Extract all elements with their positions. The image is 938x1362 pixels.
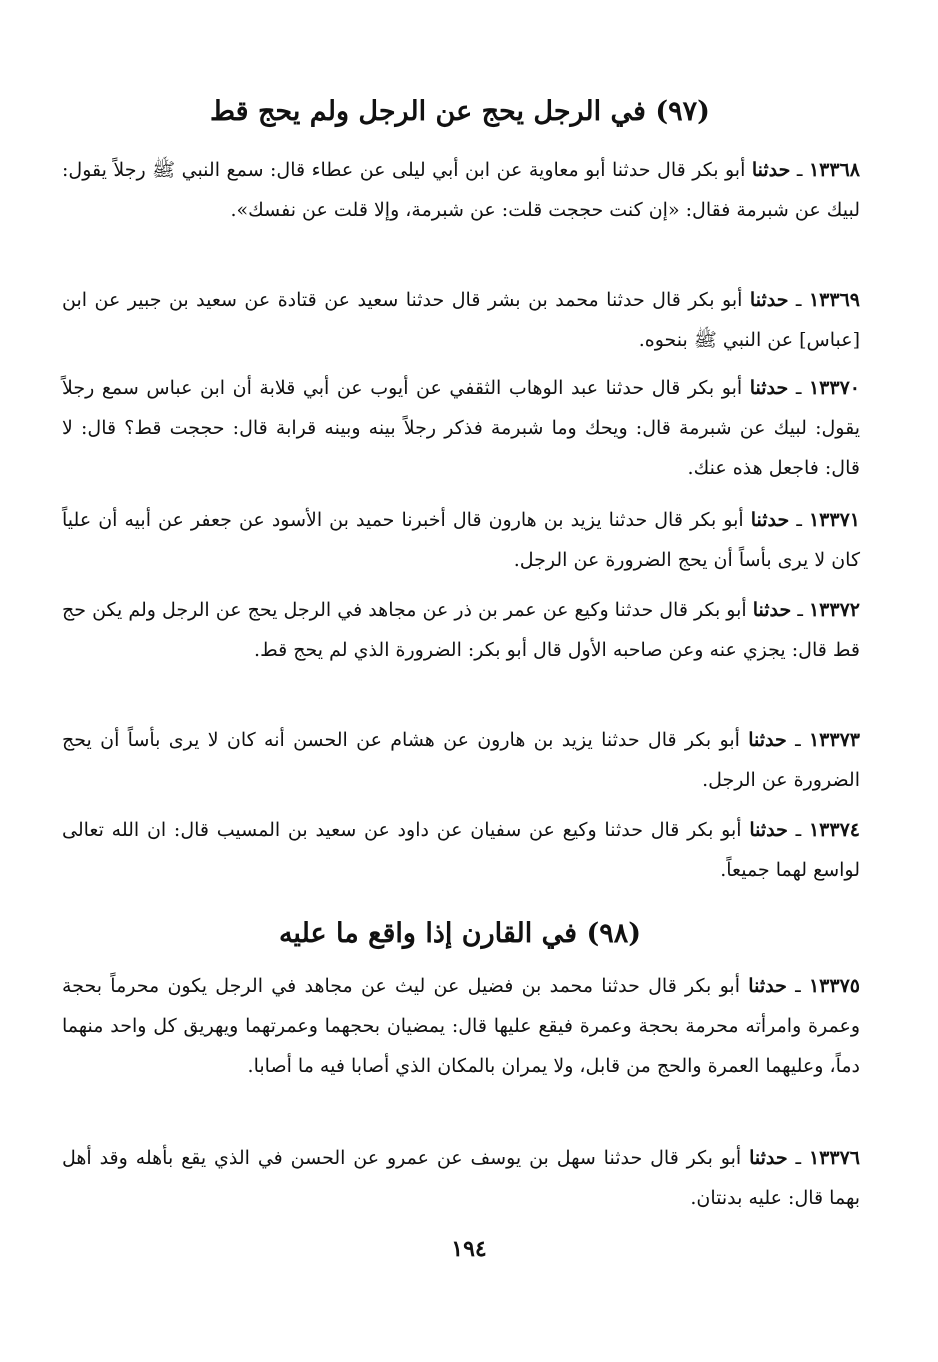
hadith-entry-13371: ١٣٣٧١ ـ حدثنا أبو بكر قال حدثنا يزيد بن هارون قال أخبرنا حميد بن الأسود عن جعفر عن أبيه أن علياً كان لا يرى بأساً أن يحج الضرورة عن الرجل. bbox=[62, 509, 860, 571]
hadith-number: ١٣٣٦٨ bbox=[808, 159, 860, 181]
hadith-entry-13372: ١٣٣٧٢ ـ حدثنا أبو بكر قال حدثنا وكيع عن عمر بن ذر عن مجاهد في الرجل يحج عن الرجل ولم يكن حج قط قال: يجزي عنه وعن صاحبه الأول قال أبو بكر: الضرورة الذي لم يحج قط. bbox=[62, 599, 860, 661]
hadith-opening: حدثنا bbox=[749, 819, 788, 841]
hadith-opening: حدثنا bbox=[749, 1147, 788, 1169]
page-number: ١٩٤ bbox=[451, 1236, 487, 1262]
hadith-entry-13370: ١٣٣٧٠ ـ حدثنا أبو بكر قال حدثنا عبد الوهاب الثقفي عن أيوب عن أبي قلابة أن ابن عباس سمع رجلاً يقول: لبيك عن شبرمة قال: ويحك وما شبرمة فذكر رجلاً بينه وبينه قرابة قال: حججت قط؟ قال: لا قال: فاجعل هذه عنك. bbox=[62, 377, 860, 479]
hadith-entry-13374: ١٣٣٧٤ ـ حدثنا أبو بكر قال حدثنا وكيع عن سفيان عن داود عن سعيد بن المسيب قال: ان الله تعالى لواسع لهما جميعاً. bbox=[62, 819, 860, 881]
hadith-text: أبو بكر قال حدثنا وكيع عن عمر بن ذر عن مجاهد في الرجل يحج عن الرجل ولم يكن حج قط قال: يجزي عنه وعن صاحبه الأول قال أبو بكر: الضرورة الذي لم يحج قط. bbox=[62, 599, 860, 661]
hadith-number: ١٣٣٧٢ bbox=[808, 599, 860, 621]
hadith-text: أبو بكر قال حدثنا سهل بن يوسف عن عمرو عن الحسن في الذي يقع بأهله وقد أهل بهما قال: عليه بدنتان. bbox=[62, 1147, 860, 1209]
hadith-entry-13375: ١٣٣٧٥ ـ حدثنا أبو بكر قال حدثنا محمد بن فضيل عن ليث عن مجاهد في الرجل يكون محرماً بحجة وعمرة وامرأته محرمة بحجة وعمرة فيقع عليها قال: يمضيان بحجهما وعمرتهما ويهريق كل واحد منهما دماً، وعليهما العمرة والحج من قابل، ولا يمران بالمكان الذي أصابا فيه ما أصابا. bbox=[62, 975, 860, 1077]
hadith-entry-13369: ١٣٣٦٩ ـ حدثنا أبو بكر قال حدثنا محمد بن بشر قال حدثنا سعيد عن قتادة عن سعيد بن جبير عن ابن [عباس] عن النبي ﷺ بنحوه. bbox=[62, 289, 860, 351]
hadith-opening: حدثنا bbox=[748, 975, 787, 997]
hadith-text: أبو بكر قال حدثنا محمد بن فضيل عن ليث عن مجاهد في الرجل يكون محرماً بحجة وعمرة وامرأته محرمة بحجة وعمرة فيقع عليها قال: يمضيان بحجهما وعمرتهما ويهريق كل واحد منهما دماً، وعليهما العمرة والحج من قابل، ولا يمران بالمكان الذي أصابا فيه ما أصابا. bbox=[62, 975, 860, 1077]
hadith-opening: حدثنا bbox=[748, 729, 787, 751]
section-heading-97: (٩٧) في الرجل يحج عن الرجل ولم يحج قط bbox=[210, 96, 710, 127]
hadith-number: ١٣٣٧٦ bbox=[808, 1147, 860, 1169]
hadith-opening: حدثنا bbox=[751, 159, 791, 181]
hadith-text: أبو بكر قال حدثنا يزيد بن هارون قال أخبرنا حميد بن الأسود عن جعفر عن أبيه أن علياً كان لا يرى بأساً أن يحج الضرورة عن الرجل. bbox=[62, 509, 860, 571]
hadith-opening: حدثنا bbox=[752, 599, 792, 621]
hadith-opening: حدثنا bbox=[749, 377, 789, 399]
hadith-entry-13373: ١٣٣٧٣ ـ حدثنا أبو بكر قال حدثنا يزيد بن هارون عن هشام عن الحسن أنه كان لا يرى بأساً أن يحج الضرورة عن الرجل. bbox=[62, 729, 860, 791]
hadith-text: أبو بكر قال حدثنا وكيع عن سفيان عن داود عن سعيد بن المسيب قال: ان الله تعالى لواسع لهما جميعاً. bbox=[62, 819, 860, 881]
hadith-text: أبو بكر قال حدثنا أبو معاوية عن ابن أبي ليلى عن عطاء قال: سمع النبي ﷺ رجلاً يقول: لبيك عن شبرمة فقال: «إن كنت حججت قلت: عن شبرمة، وإلا قلت عن نفسك». bbox=[62, 159, 860, 221]
hadith-number: ١٣٣٧٥ bbox=[808, 975, 860, 997]
hadith-text: أبو بكر قال حدثنا عبد الوهاب الثقفي عن أيوب عن أبي قلابة أن ابن عباس سمع رجلاً يقول: لبيك عن شبرمة قال: ويحك وما شبرمة فذكر رجلاً بينه وبينه قرابة قال: حججت قط؟ قال: لا قال: فاجعل هذه عنك. bbox=[62, 377, 860, 479]
hadith-number: ١٣٣٧٣ bbox=[808, 729, 860, 751]
hadith-number: ١٣٣٧٠ bbox=[808, 377, 860, 399]
hadith-entry-13368: ١٣٣٦٨ ـ حدثنا أبو بكر قال حدثنا أبو معاوية عن ابن أبي ليلى عن عطاء قال: سمع النبي ﷺ رجلاً يقول: لبيك عن شبرمة فقال: «إن كنت حججت قلت: عن شبرمة، وإلا قلت عن نفسك». bbox=[62, 159, 860, 221]
hadith-text: أبو بكر قال حدثنا محمد بن بشر قال حدثنا سعيد عن قتادة عن سعيد بن جبير عن ابن [عباس] عن النبي ﷺ بنحوه. bbox=[62, 289, 860, 351]
hadith-opening: حدثنا bbox=[750, 509, 790, 531]
hadith-text: أبو بكر قال حدثنا يزيد بن هارون عن هشام عن الحسن أنه كان لا يرى بأساً أن يحج الضرورة عن الرجل. bbox=[62, 729, 860, 791]
section-heading-98: (٩٨) في القارن إذا واقع ما عليه bbox=[278, 918, 642, 949]
hadith-number: ١٣٣٧٤ bbox=[808, 819, 860, 841]
hadith-number: ١٣٣٧١ bbox=[808, 509, 860, 531]
hadith-entry-13376: ١٣٣٧٦ ـ حدثنا أبو بكر قال حدثنا سهل بن يوسف عن عمرو عن الحسن في الذي يقع بأهله وقد أهل بهما قال: عليه بدنتان. bbox=[62, 1147, 860, 1209]
hadith-number: ١٣٣٦٩ bbox=[808, 289, 860, 311]
hadith-opening: حدثنا bbox=[749, 289, 789, 311]
